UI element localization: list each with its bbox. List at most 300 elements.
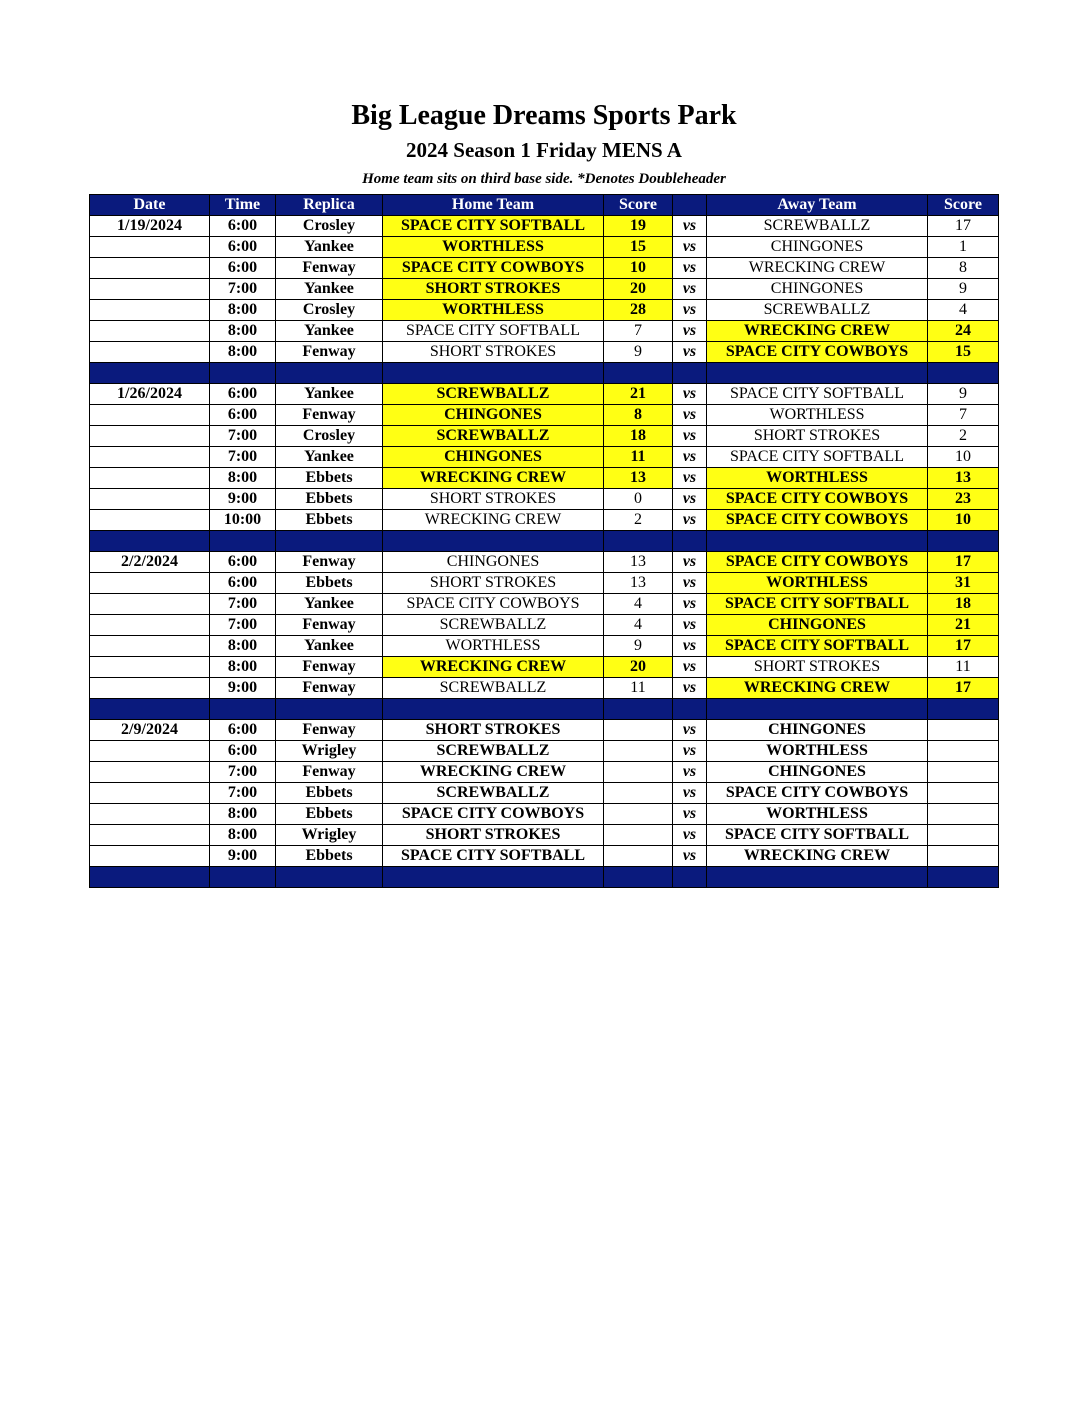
game-row [90, 405, 999, 426]
home-team: WRECKING CREW [383, 657, 604, 678]
separator-cell [90, 363, 210, 384]
away-team: CHINGONES [707, 237, 928, 258]
home-score [604, 720, 673, 741]
vs-label: vs [673, 657, 707, 678]
home-score [604, 825, 673, 846]
separator-cell [210, 867, 276, 888]
game-replica: Yankee [276, 279, 383, 300]
away-score: 10 [928, 510, 999, 531]
game-row [90, 825, 999, 846]
separator-cell [604, 363, 673, 384]
game-row [90, 552, 999, 573]
schedule-body [90, 216, 999, 888]
away-team: SCREWBALLZ [707, 300, 928, 321]
away-team: WORTHLESS [707, 573, 928, 594]
home-team: SHORT STROKES [383, 489, 604, 510]
away-team: SPACE CITY SOFTBALL [707, 636, 928, 657]
col-header-home-score: Score [604, 195, 673, 216]
game-replica: Ebbets [276, 846, 383, 867]
away-score [928, 825, 999, 846]
home-team: SPACE CITY SOFTBALL [383, 846, 604, 867]
game-row [90, 678, 999, 699]
home-team: SPACE CITY COWBOYS [383, 258, 604, 279]
vs-label: vs [673, 720, 707, 741]
away-score: 9 [928, 279, 999, 300]
away-team: SPACE CITY SOFTBALL [707, 594, 928, 615]
game-replica: Fenway [276, 678, 383, 699]
vs-label: vs [673, 384, 707, 405]
home-team: SHORT STROKES [383, 573, 604, 594]
game-time: 6:00 [210, 741, 276, 762]
vs-label: vs [673, 510, 707, 531]
game-row [90, 741, 999, 762]
game-time: 8:00 [210, 300, 276, 321]
separator-cell [210, 363, 276, 384]
game-replica: Wrigley [276, 825, 383, 846]
vs-label: vs [673, 615, 707, 636]
game-row [90, 426, 999, 447]
home-team: WORTHLESS [383, 300, 604, 321]
separator-cell [210, 531, 276, 552]
game-row [90, 804, 999, 825]
game-replica: Yankee [276, 321, 383, 342]
away-team: SPACE CITY SOFTBALL [707, 384, 928, 405]
game-time: 6:00 [210, 720, 276, 741]
separator-cell [707, 531, 928, 552]
game-date [90, 594, 210, 615]
separator-cell [673, 363, 707, 384]
game-replica: Ebbets [276, 468, 383, 489]
vs-label: vs [673, 846, 707, 867]
game-date [90, 468, 210, 489]
home-team: SCREWBALLZ [383, 678, 604, 699]
game-replica: Fenway [276, 258, 383, 279]
home-score: 15 [604, 237, 673, 258]
game-date [90, 321, 210, 342]
game-time: 10:00 [210, 510, 276, 531]
home-score: 13 [604, 468, 673, 489]
home-score: 28 [604, 300, 673, 321]
vs-label: vs [673, 573, 707, 594]
game-date [90, 636, 210, 657]
separator-cell [707, 363, 928, 384]
away-score: 2 [928, 426, 999, 447]
home-score [604, 762, 673, 783]
away-score: 18 [928, 594, 999, 615]
game-date: 2/2/2024 [90, 552, 210, 573]
away-score: 15 [928, 342, 999, 363]
away-score: 31 [928, 573, 999, 594]
home-team: CHINGONES [383, 552, 604, 573]
vs-label: vs [673, 342, 707, 363]
game-row [90, 237, 999, 258]
home-team: SPACE CITY COWBOYS [383, 594, 604, 615]
home-team: SHORT STROKES [383, 342, 604, 363]
separator-cell [928, 867, 999, 888]
separator-cell [383, 531, 604, 552]
away-score: 7 [928, 405, 999, 426]
col-header-replica: Replica [276, 195, 383, 216]
game-row [90, 384, 999, 405]
away-score [928, 783, 999, 804]
game-replica: Yankee [276, 384, 383, 405]
away-team: CHINGONES [707, 615, 928, 636]
game-time: 6:00 [210, 216, 276, 237]
game-replica: Yankee [276, 636, 383, 657]
home-team: SCREWBALLZ [383, 384, 604, 405]
away-team: SPACE CITY COWBOYS [707, 489, 928, 510]
col-header-away-score: Score [928, 195, 999, 216]
home-team: SHORT STROKES [383, 825, 604, 846]
game-date [90, 447, 210, 468]
away-team: SPACE CITY COWBOYS [707, 510, 928, 531]
home-score: 9 [604, 636, 673, 657]
game-replica: Fenway [276, 657, 383, 678]
game-time: 6:00 [210, 573, 276, 594]
game-date [90, 615, 210, 636]
game-date [90, 657, 210, 678]
game-replica: Fenway [276, 552, 383, 573]
game-date [90, 783, 210, 804]
home-team: SHORT STROKES [383, 720, 604, 741]
away-team: WRECKING CREW [707, 846, 928, 867]
game-row [90, 489, 999, 510]
home-score: 11 [604, 678, 673, 699]
away-score: 13 [928, 468, 999, 489]
vs-label: vs [673, 783, 707, 804]
game-row [90, 783, 999, 804]
game-time: 6:00 [210, 237, 276, 258]
game-row [90, 573, 999, 594]
game-date [90, 300, 210, 321]
away-team: WORTHLESS [707, 405, 928, 426]
game-row [90, 321, 999, 342]
away-team: CHINGONES [707, 279, 928, 300]
game-replica: Ebbets [276, 804, 383, 825]
game-replica: Fenway [276, 762, 383, 783]
separator-cell [604, 699, 673, 720]
separator-cell [276, 699, 383, 720]
away-team: WORTHLESS [707, 741, 928, 762]
away-score: 17 [928, 552, 999, 573]
page-note: Home team sits on third base side. *Denotes Doubleheader [362, 171, 726, 187]
away-score: 4 [928, 300, 999, 321]
game-row [90, 657, 999, 678]
separator-cell [210, 699, 276, 720]
game-row [90, 468, 999, 489]
separator-cell [707, 699, 928, 720]
home-team: SCREWBALLZ [383, 615, 604, 636]
home-score [604, 846, 673, 867]
away-team: SHORT STROKES [707, 657, 928, 678]
separator-cell [604, 867, 673, 888]
away-team: CHINGONES [707, 720, 928, 741]
separator-cell [383, 867, 604, 888]
game-replica: Yankee [276, 594, 383, 615]
game-date [90, 342, 210, 363]
away-score: 23 [928, 489, 999, 510]
home-team: SCREWBALLZ [383, 741, 604, 762]
separator-cell [928, 699, 999, 720]
home-score [604, 741, 673, 762]
vs-label: vs [673, 825, 707, 846]
home-score: 4 [604, 615, 673, 636]
separator-cell [383, 363, 604, 384]
game-date [90, 258, 210, 279]
vs-label: vs [673, 489, 707, 510]
away-score: 21 [928, 615, 999, 636]
game-date: 2/9/2024 [90, 720, 210, 741]
away-score: 11 [928, 657, 999, 678]
away-score: 1 [928, 237, 999, 258]
game-date: 1/26/2024 [90, 384, 210, 405]
game-replica: Crosley [276, 216, 383, 237]
game-time: 9:00 [210, 846, 276, 867]
col-header-away-team: Away Team [707, 195, 928, 216]
away-score [928, 741, 999, 762]
home-score: 2 [604, 510, 673, 531]
home-score: 9 [604, 342, 673, 363]
game-replica: Yankee [276, 447, 383, 468]
game-time: 6:00 [210, 384, 276, 405]
page-title: Big League Dreams Sports Park [351, 100, 737, 131]
away-team: SHORT STROKES [707, 426, 928, 447]
header-row [90, 195, 999, 216]
vs-label: vs [673, 636, 707, 657]
home-team: SPACE CITY COWBOYS [383, 804, 604, 825]
away-score: 17 [928, 216, 999, 237]
game-time: 7:00 [210, 594, 276, 615]
vs-label: vs [673, 468, 707, 489]
home-team: SCREWBALLZ [383, 783, 604, 804]
game-date [90, 405, 210, 426]
game-row [90, 615, 999, 636]
home-score: 8 [604, 405, 673, 426]
game-date [90, 237, 210, 258]
game-date [90, 825, 210, 846]
away-team: WRECKING CREW [707, 678, 928, 699]
vs-label: vs [673, 594, 707, 615]
game-replica: Fenway [276, 405, 383, 426]
game-time: 7:00 [210, 783, 276, 804]
home-team: WORTHLESS [383, 237, 604, 258]
away-team: SPACE CITY COWBOYS [707, 783, 928, 804]
game-date [90, 678, 210, 699]
home-score: 20 [604, 279, 673, 300]
away-team: WRECKING CREW [707, 321, 928, 342]
game-replica: Ebbets [276, 510, 383, 531]
home-score: 20 [604, 657, 673, 678]
home-score: 21 [604, 384, 673, 405]
game-replica: Ebbets [276, 489, 383, 510]
col-header-time: Time [210, 195, 276, 216]
game-row [90, 447, 999, 468]
away-team: WRECKING CREW [707, 258, 928, 279]
game-row [90, 300, 999, 321]
game-replica: Crosley [276, 426, 383, 447]
home-score [604, 783, 673, 804]
game-date [90, 846, 210, 867]
game-time: 8:00 [210, 342, 276, 363]
home-score: 13 [604, 552, 673, 573]
away-score: 8 [928, 258, 999, 279]
vs-label: vs [673, 405, 707, 426]
away-team: WORTHLESS [707, 468, 928, 489]
game-date [90, 573, 210, 594]
home-team: SCREWBALLZ [383, 426, 604, 447]
vs-label: vs [673, 216, 707, 237]
away-team: SPACE CITY COWBOYS [707, 342, 928, 363]
game-replica: Fenway [276, 615, 383, 636]
game-date [90, 741, 210, 762]
game-time: 8:00 [210, 804, 276, 825]
away-team: SPACE CITY SOFTBALL [707, 825, 928, 846]
home-score: 13 [604, 573, 673, 594]
game-date [90, 762, 210, 783]
game-time: 8:00 [210, 321, 276, 342]
schedule-table [89, 194, 999, 888]
vs-label: vs [673, 678, 707, 699]
game-date [90, 489, 210, 510]
away-score [928, 762, 999, 783]
col-header-home-team: Home Team [383, 195, 604, 216]
home-team: CHINGONES [383, 447, 604, 468]
away-score: 17 [928, 636, 999, 657]
away-score [928, 720, 999, 741]
home-score: 10 [604, 258, 673, 279]
game-time: 7:00 [210, 279, 276, 300]
game-time: 7:00 [210, 615, 276, 636]
vs-label: vs [673, 762, 707, 783]
game-replica: Crosley [276, 300, 383, 321]
away-team: CHINGONES [707, 762, 928, 783]
away-team: SPACE CITY COWBOYS [707, 552, 928, 573]
vs-label: vs [673, 279, 707, 300]
game-time: 7:00 [210, 426, 276, 447]
vs-label: vs [673, 552, 707, 573]
separator-cell [90, 867, 210, 888]
game-replica: Fenway [276, 342, 383, 363]
game-row [90, 279, 999, 300]
vs-label: vs [673, 237, 707, 258]
game-replica: Ebbets [276, 783, 383, 804]
home-team: WRECKING CREW [383, 510, 604, 531]
home-score: 11 [604, 447, 673, 468]
separator-cell [928, 531, 999, 552]
game-time: 7:00 [210, 762, 276, 783]
away-score: 17 [928, 678, 999, 699]
home-team: CHINGONES [383, 405, 604, 426]
game-time: 9:00 [210, 489, 276, 510]
game-row [90, 216, 999, 237]
week-separator-row [90, 699, 999, 720]
home-team: WRECKING CREW [383, 468, 604, 489]
game-time: 8:00 [210, 825, 276, 846]
game-date [90, 426, 210, 447]
away-team: WORTHLESS [707, 804, 928, 825]
away-score: 10 [928, 447, 999, 468]
game-row [90, 510, 999, 531]
home-score: 18 [604, 426, 673, 447]
game-replica: Fenway [276, 720, 383, 741]
game-row [90, 594, 999, 615]
game-row [90, 762, 999, 783]
home-score: 19 [604, 216, 673, 237]
separator-cell [276, 867, 383, 888]
vs-label: vs [673, 258, 707, 279]
game-time: 7:00 [210, 447, 276, 468]
vs-label: vs [673, 804, 707, 825]
page-subtitle: 2024 Season 1 Friday MENS A [406, 138, 682, 162]
game-row [90, 342, 999, 363]
game-row [90, 636, 999, 657]
game-time: 6:00 [210, 552, 276, 573]
game-replica: Yankee [276, 237, 383, 258]
separator-cell [383, 699, 604, 720]
game-row [90, 258, 999, 279]
game-replica: Ebbets [276, 573, 383, 594]
week-separator-row [90, 867, 999, 888]
vs-label: vs [673, 741, 707, 762]
away-score: 24 [928, 321, 999, 342]
separator-cell [276, 531, 383, 552]
away-score [928, 846, 999, 867]
game-date [90, 510, 210, 531]
home-team: SHORT STROKES [383, 279, 604, 300]
col-header-date: Date [90, 195, 210, 216]
vs-label: vs [673, 447, 707, 468]
home-score: 7 [604, 321, 673, 342]
game-row [90, 720, 999, 741]
separator-cell [604, 531, 673, 552]
home-team: WRECKING CREW [383, 762, 604, 783]
game-time: 6:00 [210, 405, 276, 426]
vs-label: vs [673, 321, 707, 342]
game-date: 1/19/2024 [90, 216, 210, 237]
away-score [928, 804, 999, 825]
game-time: 6:00 [210, 258, 276, 279]
week-separator-row [90, 531, 999, 552]
vs-label: vs [673, 426, 707, 447]
home-score: 4 [604, 594, 673, 615]
game-date [90, 804, 210, 825]
game-row [90, 846, 999, 867]
game-time: 8:00 [210, 468, 276, 489]
separator-cell [673, 699, 707, 720]
vs-label: vs [673, 300, 707, 321]
away-team: SCREWBALLZ [707, 216, 928, 237]
home-team: WORTHLESS [383, 636, 604, 657]
separator-cell [90, 531, 210, 552]
col-header-vs [673, 195, 707, 216]
separator-cell [90, 699, 210, 720]
home-team: SPACE CITY SOFTBALL [383, 321, 604, 342]
away-score: 9 [928, 384, 999, 405]
home-score [604, 804, 673, 825]
separator-cell [928, 363, 999, 384]
week-separator-row [90, 363, 999, 384]
separator-cell [707, 867, 928, 888]
home-team: SPACE CITY SOFTBALL [383, 216, 604, 237]
separator-cell [276, 363, 383, 384]
home-score: 0 [604, 489, 673, 510]
game-date [90, 279, 210, 300]
away-team: SPACE CITY SOFTBALL [707, 447, 928, 468]
game-time: 8:00 [210, 657, 276, 678]
game-time: 8:00 [210, 636, 276, 657]
game-replica: Wrigley [276, 741, 383, 762]
separator-cell [673, 867, 707, 888]
